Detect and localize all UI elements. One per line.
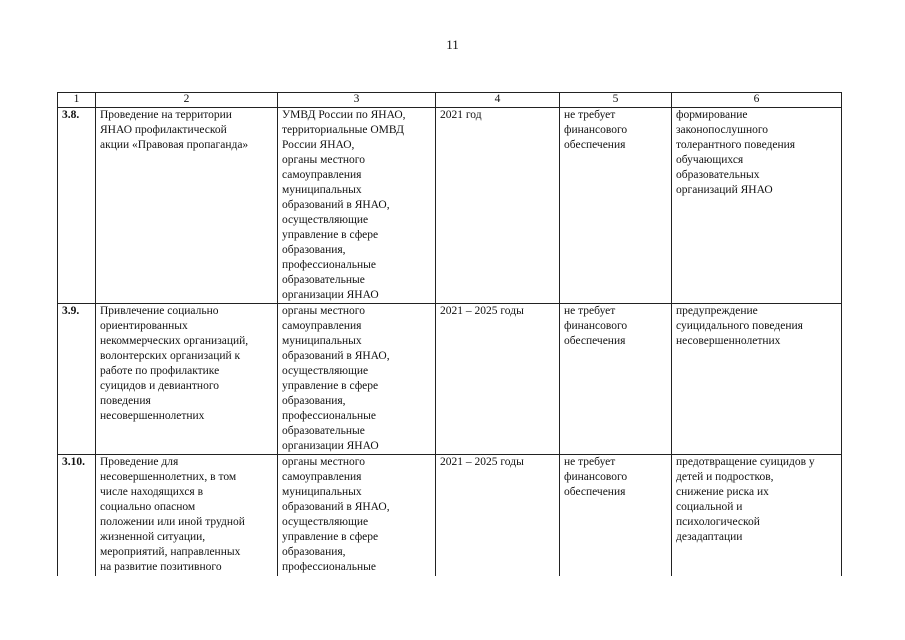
cell-line: ЯНАО профилактической (100, 124, 227, 136)
cell-line: УМВД России по ЯНАО, (282, 109, 406, 121)
cell-line: 2021 год (440, 109, 482, 121)
cell-line: детей и подростков, (676, 471, 774, 483)
cell-line: Проведение для (100, 456, 179, 468)
cell-line: образований в ЯНАО, (282, 199, 390, 211)
header-cell: 5 (560, 93, 672, 108)
cell-line: суицидального поведения (676, 320, 803, 332)
cell-line: на развитие позитивного (100, 561, 222, 573)
funding-cell (560, 304, 672, 455)
cell-line: финансового (564, 320, 628, 332)
cell-line: органы местного (282, 456, 365, 468)
period-cell (436, 455, 560, 576)
cell-line: 2021 – 2025 годы (440, 456, 524, 468)
cell-line: осуществляющие (282, 365, 369, 377)
cell-line: организаций ЯНАО (676, 184, 773, 196)
cell-line: организации ЯНАО (282, 289, 379, 301)
cell-line: образовательные (282, 274, 365, 286)
cell-line: территориальные ОМВД (282, 124, 404, 136)
cell-line: управление в сфере (282, 531, 379, 543)
cell-line: предотвращение суицидов у (676, 456, 815, 468)
funding-cell (560, 455, 672, 576)
cell-line: поведения (100, 395, 151, 407)
table-row (58, 455, 842, 576)
result-cell (672, 108, 842, 304)
page-number: 11 (446, 37, 459, 52)
cell-line: социально опасном (100, 501, 196, 513)
cell-line: снижение риска их (676, 486, 769, 498)
funding-cell (560, 108, 672, 304)
measures-table (57, 92, 842, 576)
result-cell (672, 455, 842, 576)
cell-line: положении или иной трудной (100, 516, 245, 528)
cell-line: некоммерческих организаций, (100, 335, 249, 347)
cell-line: России ЯНАО, (282, 139, 355, 151)
cell-line: формирование (676, 109, 748, 121)
cell-line: муниципальных (282, 486, 362, 498)
cell-line: организации ЯНАО (282, 440, 379, 452)
cell-line: образовательные (282, 425, 365, 437)
cell-line: несовершеннолетних (100, 410, 205, 422)
cell-line: толерантного поведения (676, 139, 796, 151)
cell-line: профессиональные (282, 410, 376, 422)
cell-line: органы местного (282, 154, 365, 166)
cell-line: законопослушного (676, 124, 769, 136)
cell-line: самоуправления (282, 169, 362, 181)
cell-line: обеспечения (564, 139, 626, 151)
period-cell (436, 304, 560, 455)
cell-line: обеспечения (564, 486, 626, 498)
cell-line: осуществляющие (282, 516, 369, 528)
cell-line: предупреждение (676, 305, 758, 317)
cell-line: социальной и (676, 501, 743, 513)
header-cell: 3 (278, 93, 436, 108)
measure-cell (96, 304, 278, 455)
measure-cell (96, 455, 278, 576)
header-cell: 2 (96, 93, 278, 108)
executors-cell (278, 108, 436, 304)
cell-line: профессиональные (282, 259, 376, 271)
header-cell: 4 (436, 93, 560, 108)
table-row (58, 108, 842, 304)
period-cell (436, 108, 560, 304)
table-row (58, 304, 842, 455)
item-number: 3.9. (58, 304, 96, 455)
measure-cell (96, 108, 278, 304)
cell-line: муниципальных (282, 335, 362, 347)
cell-line: психологической (676, 516, 760, 528)
cell-line: образования, (282, 546, 346, 558)
cell-line: обеспечения (564, 335, 626, 347)
cell-line: образований в ЯНАО, (282, 350, 390, 362)
cell-line: управление в сфере (282, 229, 379, 241)
cell-line: не требует (564, 109, 616, 121)
cell-line: профессиональные (282, 561, 376, 573)
cell-line: не требует (564, 456, 616, 468)
item-number: 3.10. (58, 455, 96, 576)
item-number: 3.8. (58, 108, 96, 304)
cell-line: волонтерских организаций к (100, 350, 241, 362)
cell-line: Привлечение социально (100, 305, 219, 317)
cell-line: работе по профилактике (100, 365, 220, 377)
cell-line: образований в ЯНАО, (282, 501, 390, 513)
cell-line: дезадаптации (676, 531, 743, 543)
cell-line: несовершеннолетних, в том (100, 471, 237, 483)
result-cell (672, 304, 842, 455)
cell-line: жизненной ситуации, (100, 531, 206, 543)
cell-line: самоуправления (282, 471, 362, 483)
cell-line: образовательных (676, 169, 760, 181)
cell-line: акции «Правовая пропаганда» (100, 139, 249, 151)
executors-cell (278, 304, 436, 455)
cell-line: осуществляющие (282, 214, 369, 226)
cell-line: несовершеннолетних (676, 335, 781, 347)
cell-line: суицидов и девиантного (100, 380, 220, 392)
header-cell: 6 (672, 93, 842, 108)
cell-line: числе находящихся в (100, 486, 204, 498)
cell-line: не требует (564, 305, 616, 317)
header-cell: 1 (58, 93, 96, 108)
cell-line: 2021 – 2025 годы (440, 305, 524, 317)
cell-line: органы местного (282, 305, 365, 317)
cell-line: образования, (282, 395, 346, 407)
cell-line: мероприятий, направленных (100, 546, 241, 558)
executors-cell (278, 455, 436, 576)
cell-line: самоуправления (282, 320, 362, 332)
cell-line: ориентированных (100, 320, 188, 332)
cell-line: управление в сфере (282, 380, 379, 392)
cell-line: финансового (564, 124, 628, 136)
table-header-row (58, 93, 842, 108)
cell-line: обучающихся (676, 154, 744, 166)
cell-line: образования, (282, 244, 346, 256)
cell-line: Проведение на территории (100, 109, 232, 121)
cell-line: муниципальных (282, 184, 362, 196)
cell-line: финансового (564, 471, 628, 483)
